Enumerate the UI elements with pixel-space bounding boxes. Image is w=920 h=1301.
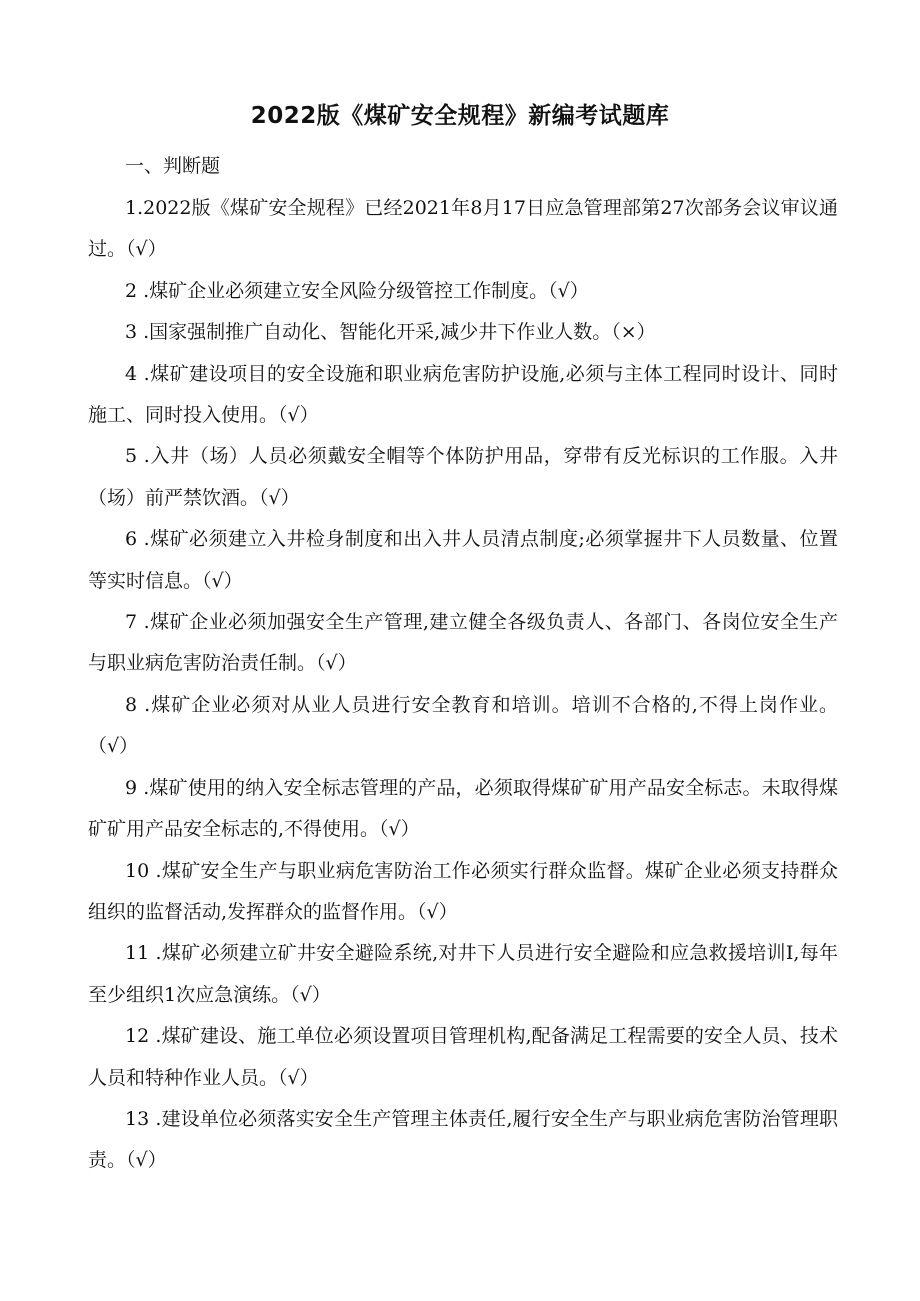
question-item xyxy=(88,685,838,768)
question-item xyxy=(88,519,838,602)
question-item xyxy=(88,188,838,271)
question-text: 3 .国家强制推广自动化、智能化开采,减少井下作业人数。 xyxy=(125,321,612,344)
question-text: 5 .入井（场）人员必须戴安全帽等个体防护用品，穿带有反光标识的工作服。入井（场）前严禁饮酒。 xyxy=(88,445,838,509)
question-text: 11 .煤矿必须建立矿井安全避险系统,对井下人员进行安全避险和应急救援培训I,每年至少组织1次应急演练。 xyxy=(88,942,838,1006)
question-item xyxy=(88,1099,838,1182)
question-item xyxy=(88,768,838,851)
question-item xyxy=(88,933,838,1016)
question-answer: （√） xyxy=(278,1066,319,1089)
question-item xyxy=(88,1016,838,1099)
question-answer: （√） xyxy=(417,900,458,923)
question-text: 1.2022版《煤矿安全规程》已经2021年8月17日应急管理部第27次部务会议审议通过。 xyxy=(88,197,838,261)
question-answer: （√） xyxy=(259,486,300,509)
question-text: 2 .煤矿企业必须建立安全风险分级管控工作制度。 xyxy=(125,279,549,302)
question-answer: （√） xyxy=(290,983,331,1006)
question-item xyxy=(88,851,838,934)
question-text: 13 .建设单位必须落实安全生产管理主体责任,履行安全生产与职业病危害防治管理职责。 xyxy=(88,1107,838,1172)
question-answer: （√） xyxy=(278,404,319,427)
question-answer: （√） xyxy=(379,818,420,841)
question-text: 9 .煤矿使用的纳入安全标志管理的产品，必须取得煤矿矿用产品安全标志。未取得煤矿矿用产品安全标志的,不得使用。 xyxy=(88,776,838,841)
question-answer: （√） xyxy=(126,1149,167,1172)
question-item xyxy=(88,602,838,685)
question-answer: （√） xyxy=(126,238,167,261)
question-item xyxy=(88,354,838,437)
question-answer: （√） xyxy=(202,569,243,592)
question-text: 4 .煤矿建设项目的安全设施和职业病危害防护设施,必须与主体工程同时设计、同时施工、同时投入使用。 xyxy=(88,362,838,427)
question-text: 12 .煤矿建设、施工单位必须设置项目管理机构,配备满足工程需要的安全人员、技术人员和特种作业人员。 xyxy=(88,1025,838,1089)
section-heading: 一、判断题 xyxy=(125,155,221,177)
question-answer: （√） xyxy=(316,652,357,675)
question-answer: （√） xyxy=(88,735,139,758)
question-text: 8 .煤矿企业必须对从业人员进行安全教育和培训。培训不合格的,不得上岗作业。 xyxy=(125,693,838,716)
question-answer: （×） xyxy=(611,321,656,344)
question-item xyxy=(88,271,838,312)
question-text: 6 .煤矿必须建立入井检身制度和出入井人员清点制度;必须掌握井下人员数量、位置等实时信息。 xyxy=(88,528,838,592)
document-title: 2022版《煤矿安全规程》新编考试题库 xyxy=(250,103,670,129)
question-item xyxy=(88,312,838,353)
question-text: 10 .煤矿安全生产与职业病危害防治工作必须实行群众监督。煤矿企业必须支持群众组织的监督活动,发挥群众的监督作用。 xyxy=(88,859,838,923)
question-item xyxy=(88,436,838,519)
question-list xyxy=(88,188,838,1182)
question-text: 7 .煤矿企业必须加强安全生产管理,建立健全各级负责人、各部门、各岗位安全生产与职业病危害防治责任制。 xyxy=(88,611,838,675)
question-answer: （√） xyxy=(548,279,589,302)
